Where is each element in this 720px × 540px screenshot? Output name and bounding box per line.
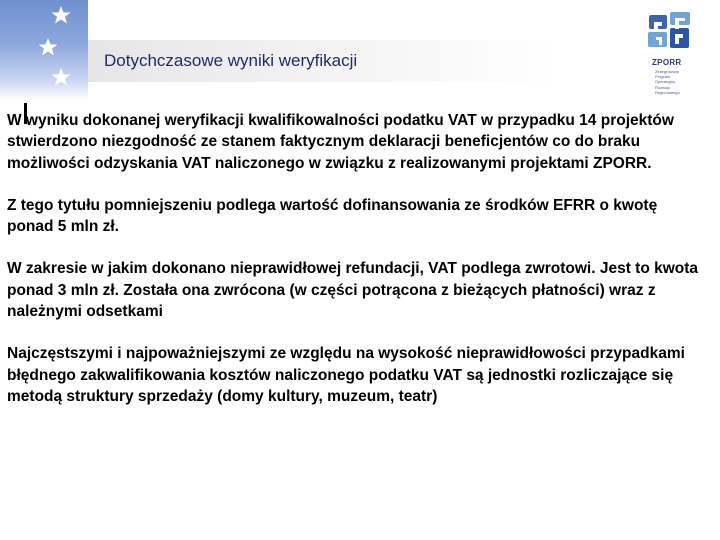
body-paragraph: W zakresie w jakim dokonano nieprawidłowej refundacji, VAT podlega zwrotowi. Jest to kwota ponad 3 mln zł. Została ona zwrócona (w części potrącona z bieżących płatności) wraz z należnymi odsetkami bbox=[7, 260, 699, 321]
logo-name: ZPORR bbox=[652, 58, 682, 67]
logo-subtitle-line: Program bbox=[655, 74, 671, 80]
star-icon bbox=[52, 6, 71, 24]
slide-body bbox=[7, 110, 707, 428]
logo-subtitle-line: Regionalnego bbox=[655, 89, 680, 95]
body-paragraph: Najczęstszymi i najpoważniejszymi ze względu na wysokość nieprawidłowości przypadkami błędnego zakwalifikowania kosztów naliczonego podatku VAT są jednostki rozliczające się metodą struktury sprzedaży (domy kultury, muzeum, teatr) bbox=[7, 345, 685, 405]
zporr-logo-icon bbox=[646, 10, 694, 56]
stars-decoration bbox=[0, 0, 90, 100]
body-paragraph: Z tego tytułu pomniejszeniu podlega wartość dofinansowania ze środków EFRR o kwotę ponad 5 mln zł. bbox=[7, 196, 658, 236]
body-paragraph: W wyniku dokonanej weryfikacji kwalifikowalności podatku VAT w przypadku 14 projektów stwierdzono niezgodność ze stanem faktycznym deklaracji beneficjentów co do braku możliwości odzyskania VAT naliczonego w związku z realizowanymi projektami ZPORR. bbox=[7, 112, 674, 172]
star-icon bbox=[39, 38, 58, 56]
star-icon bbox=[52, 68, 71, 86]
logo-subtitle bbox=[655, 69, 695, 95]
logo-subtitle-line: Operacyjny bbox=[655, 79, 676, 85]
slide-title: Dotychczasowe wyniki weryfikacji bbox=[104, 51, 358, 70]
logo-subtitle-line: Zintegrowany bbox=[655, 69, 680, 74]
logo-subtitle-line: Rozwoju bbox=[655, 84, 671, 90]
